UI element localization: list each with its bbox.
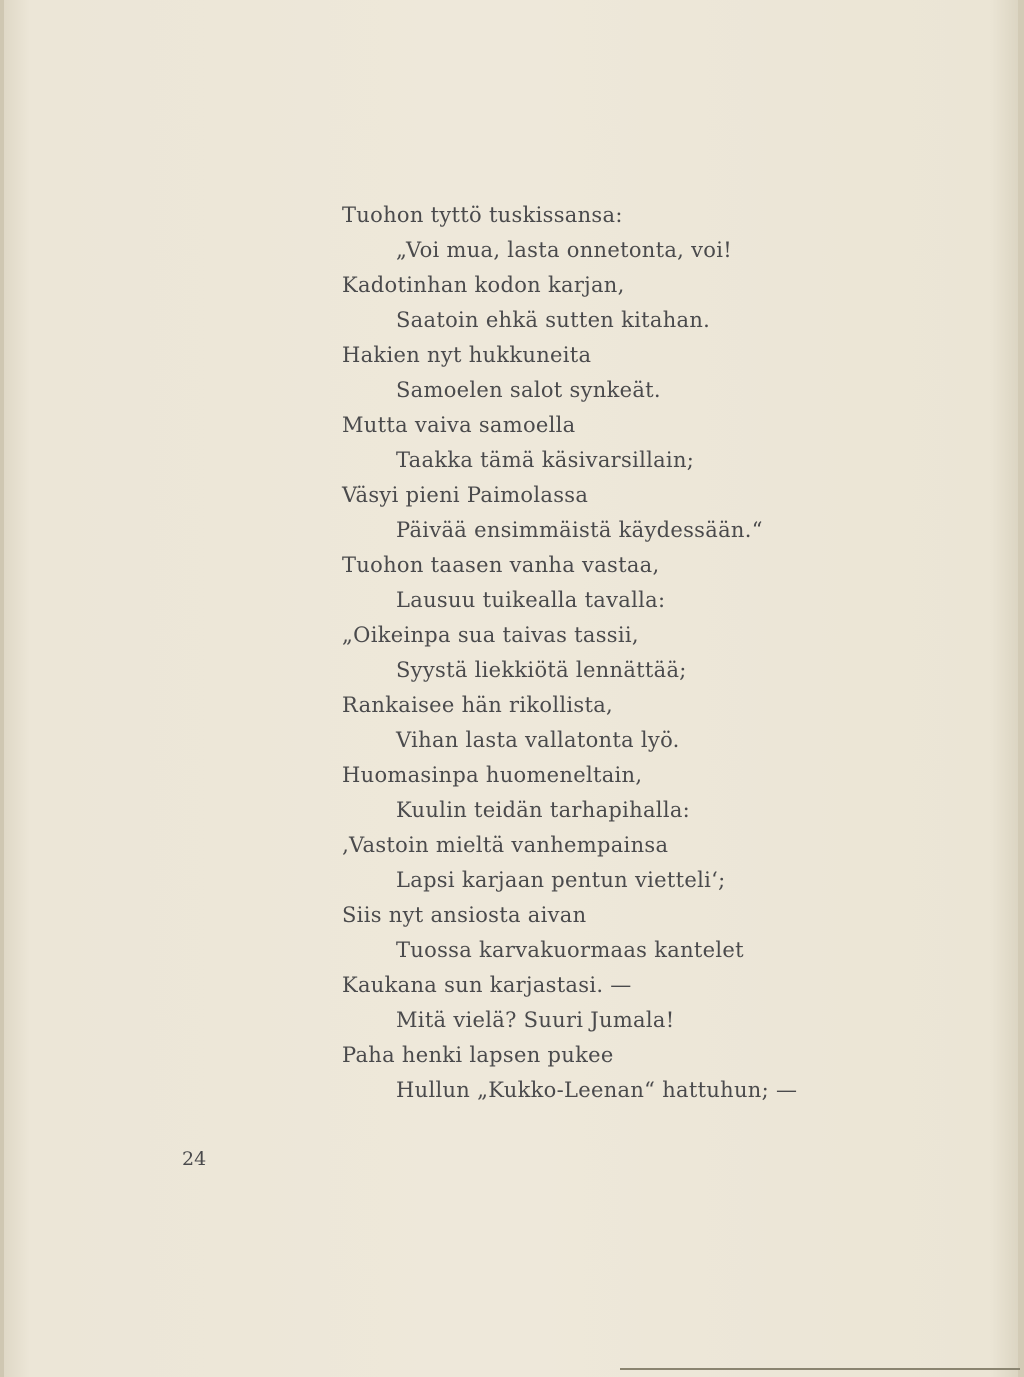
poem-line: Tuossa karvakuormaas kantelet	[396, 938, 744, 962]
poem-line: Rankaisee hän rikollista,	[342, 693, 614, 717]
poem-line: Tuohon taasen vanha vastaa,	[342, 553, 660, 577]
poem-line: Taakka tämä käsivarsillain;	[396, 448, 695, 472]
poem-line: Vihan lasta vallatonta lyö.	[396, 728, 680, 752]
poem-line: Kaukana sun karjastasi. —	[342, 973, 632, 997]
poem-line: Väsyi pieni Paimolassa	[342, 483, 589, 507]
poem-line: Lausuu tuikealla tavalla:	[396, 588, 666, 612]
poem-line: „Oikeinpa sua taivas tassii,	[342, 623, 639, 647]
bottom-rule	[620, 1368, 1020, 1370]
poem-text	[342, 198, 982, 1108]
poem-line: Lapsi karjaan pentun vietteli‘;	[396, 868, 726, 892]
page-edge-left	[0, 0, 4, 1377]
poem-line: Mutta vaiva samoella	[342, 413, 576, 437]
poem-line: Tuohon tyttö tuskissansa:	[342, 203, 623, 227]
poem-line: Samoelen salot synkeät.	[396, 378, 661, 402]
poem-line: „Voi mua, lasta onnetonta, voi!	[396, 238, 732, 262]
poem-line: Kuulin teidän tarhapihalla:	[396, 798, 691, 822]
poem-line: Hullun „Kukko-Leenan“ hattuhun; —	[396, 1078, 798, 1102]
poem-line: Kadotinhan kodon karjan,	[342, 273, 625, 297]
poem-line: Huomasinpa huomeneltain,	[342, 763, 643, 787]
poem-line: Paha henki lapsen pukee	[342, 1043, 614, 1067]
poem-line: Päivää ensimmäistä käydessään.“	[396, 518, 763, 542]
poem-line: Mitä vielä? Suuri Jumala!	[396, 1008, 675, 1032]
poem-line: ‚Vastoin mieltä vanhempainsa	[342, 833, 669, 857]
poem-line: Siis nyt ansiosta aivan	[342, 903, 587, 927]
poem-line: Hakien nyt hukkuneita	[342, 343, 592, 367]
page-number: 24	[182, 1148, 207, 1170]
poem-line: Syystä liekkiötä lennättää;	[396, 658, 687, 682]
poem-line: Saatoin ehkä sutten kitahan.	[396, 308, 711, 332]
page-edge-right	[1018, 0, 1024, 1377]
